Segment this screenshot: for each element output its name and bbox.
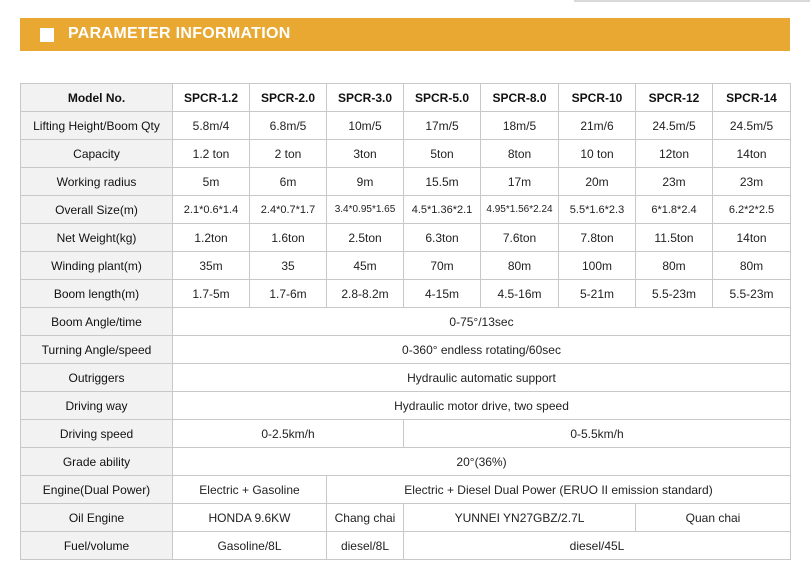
table-cell: 3ton bbox=[327, 140, 404, 168]
table-row-driving-speed bbox=[21, 420, 791, 448]
table-row-lifting-height bbox=[21, 112, 791, 140]
table-cell: 18m/5 bbox=[481, 112, 559, 140]
table-cell: 0-75°/13sec bbox=[173, 308, 791, 336]
table-cell: 20°(36%) bbox=[173, 448, 791, 476]
row-label: Turning Angle/speed bbox=[21, 336, 173, 364]
table-row-turning-angle bbox=[21, 336, 791, 364]
table-cell: 24.5m/5 bbox=[713, 112, 791, 140]
table-cell: 0-5.5km/h bbox=[404, 420, 791, 448]
table-cell: 1.7-5m bbox=[173, 280, 250, 308]
table-cell: 17m bbox=[481, 168, 559, 196]
header-label: Model No. bbox=[21, 84, 173, 112]
table-row-overall-size bbox=[21, 196, 791, 224]
model-header: SPCR-2.0 bbox=[250, 84, 327, 112]
table-cell: 20m bbox=[559, 168, 636, 196]
table-cell: 15.5m bbox=[404, 168, 481, 196]
table-cell: 5.5*1.6*2.3 bbox=[559, 196, 636, 224]
model-header: SPCR-10 bbox=[559, 84, 636, 112]
table-cell: diesel/8L bbox=[327, 532, 404, 560]
row-label: Working radius bbox=[21, 168, 173, 196]
table-cell: 23m bbox=[636, 168, 713, 196]
table-cell: 4-15m bbox=[404, 280, 481, 308]
table-cell: 10m/5 bbox=[327, 112, 404, 140]
table-cell: 100m bbox=[559, 252, 636, 280]
table-cell: 17m/5 bbox=[404, 112, 481, 140]
table-cell: 4.5*1.36*2.1 bbox=[404, 196, 481, 224]
row-label: Boom length(m) bbox=[21, 280, 173, 308]
row-label: Outriggers bbox=[21, 364, 173, 392]
table-cell: 6.3ton bbox=[404, 224, 481, 252]
table-row-boom-length bbox=[21, 280, 791, 308]
table-cell: 7.8ton bbox=[559, 224, 636, 252]
section-banner bbox=[20, 18, 790, 51]
table-cell: diesel/45L bbox=[404, 532, 791, 560]
table-row-working-radius bbox=[21, 168, 791, 196]
table-cell: 80m bbox=[636, 252, 713, 280]
table-cell: 14ton bbox=[713, 140, 791, 168]
table-cell: 7.6ton bbox=[481, 224, 559, 252]
table-cell: 1.6ton bbox=[250, 224, 327, 252]
table-cell: 10 ton bbox=[559, 140, 636, 168]
table-row-driving-way bbox=[21, 392, 791, 420]
table-cell: 14ton bbox=[713, 224, 791, 252]
table-cell: 0-2.5km/h bbox=[173, 420, 404, 448]
model-header: SPCR-1.2 bbox=[173, 84, 250, 112]
table-cell: 45m bbox=[327, 252, 404, 280]
table-row-engine bbox=[21, 476, 791, 504]
table-cell: YUNNEI YN27GBZ/2.7L bbox=[404, 504, 636, 532]
table-cell: 2 ton bbox=[250, 140, 327, 168]
header-row bbox=[21, 84, 791, 112]
row-label: Oil Engine bbox=[21, 504, 173, 532]
table-row-grade-ability bbox=[21, 448, 791, 476]
table-cell: 12ton bbox=[636, 140, 713, 168]
table-cell: 3.4*0.95*1.65 bbox=[327, 196, 404, 224]
table-cell: Electric + Diesel Dual Power (ERUO II emission standard) bbox=[327, 476, 791, 504]
row-label: Capacity bbox=[21, 140, 173, 168]
table-row-net-weight bbox=[21, 224, 791, 252]
table-cell: 8ton bbox=[481, 140, 559, 168]
table-cell: 5.8m/4 bbox=[173, 112, 250, 140]
table-cell: Chang chai bbox=[327, 504, 404, 532]
row-label: Overall Size(m) bbox=[21, 196, 173, 224]
row-label: Winding plant(m) bbox=[21, 252, 173, 280]
table-cell: 6.8m/5 bbox=[250, 112, 327, 140]
table-cell: 5m bbox=[173, 168, 250, 196]
row-label: Grade ability bbox=[21, 448, 173, 476]
model-header: SPCR-12 bbox=[636, 84, 713, 112]
table-cell: 24.5m/5 bbox=[636, 112, 713, 140]
table-cell: HONDA 9.6KW bbox=[173, 504, 327, 532]
table-cell: 6*1.8*2.4 bbox=[636, 196, 713, 224]
banner-square-icon bbox=[40, 28, 54, 42]
row-label: Lifting Height/Boom Qty bbox=[21, 112, 173, 140]
table-cell: 11.5ton bbox=[636, 224, 713, 252]
model-header: SPCR-3.0 bbox=[327, 84, 404, 112]
table-cell: 9m bbox=[327, 168, 404, 196]
table-cell: 5.5-23m bbox=[713, 280, 791, 308]
model-header: SPCR-5.0 bbox=[404, 84, 481, 112]
table-cell: 35m bbox=[173, 252, 250, 280]
table-cell: 2.1*0.6*1.4 bbox=[173, 196, 250, 224]
table-cell: Hydraulic automatic support bbox=[173, 364, 791, 392]
table-cell: 1.2 ton bbox=[173, 140, 250, 168]
model-header: SPCR-14 bbox=[713, 84, 791, 112]
table-cell: 80m bbox=[713, 252, 791, 280]
row-label: Boom Angle/time bbox=[21, 308, 173, 336]
table-cell: 23m bbox=[713, 168, 791, 196]
table-cell: 80m bbox=[481, 252, 559, 280]
table-cell: Hydraulic motor drive, two speed bbox=[173, 392, 791, 420]
table-row-capacity bbox=[21, 140, 791, 168]
table-row-outriggers bbox=[21, 364, 791, 392]
table-cell: 2.8-8.2m bbox=[327, 280, 404, 308]
table-cell: 21m/6 bbox=[559, 112, 636, 140]
model-header: SPCR-8.0 bbox=[481, 84, 559, 112]
table-cell: 0-360° endless rotating/60sec bbox=[173, 336, 791, 364]
table-cell: 2.4*0.7*1.7 bbox=[250, 196, 327, 224]
table-row-winding-plant bbox=[21, 252, 791, 280]
table-cell: 5.5-23m bbox=[636, 280, 713, 308]
table-row-oil-engine bbox=[21, 504, 791, 532]
banner-title: PARAMETER INFORMATION bbox=[68, 25, 291, 42]
table-cell: 6m bbox=[250, 168, 327, 196]
row-label: Fuel/volume bbox=[21, 532, 173, 560]
table-cell: Gasoline/8L bbox=[173, 532, 327, 560]
table-cell: 5-21m bbox=[559, 280, 636, 308]
table-cell: 5ton bbox=[404, 140, 481, 168]
table-cell: Quan chai bbox=[636, 504, 791, 532]
table-cell: 6.2*2*2.5 bbox=[713, 196, 791, 224]
table-cell: 70m bbox=[404, 252, 481, 280]
top-divider-line bbox=[574, 0, 810, 2]
table-row-boom-angle bbox=[21, 308, 791, 336]
table-cell: 1.7-6m bbox=[250, 280, 327, 308]
table-cell: Electric + Gasoline bbox=[173, 476, 327, 504]
row-label: Driving way bbox=[21, 392, 173, 420]
table-cell: 1.2ton bbox=[173, 224, 250, 252]
table-row-fuel bbox=[21, 532, 791, 560]
table-cell: 2.5ton bbox=[327, 224, 404, 252]
row-label: Engine(Dual Power) bbox=[21, 476, 173, 504]
parameter-table bbox=[20, 83, 791, 560]
row-label: Net Weight(kg) bbox=[21, 224, 173, 252]
table-cell: 35 bbox=[250, 252, 327, 280]
table-cell: 4.5-16m bbox=[481, 280, 559, 308]
row-label: Driving speed bbox=[21, 420, 173, 448]
table-cell: 4.95*1.56*2.24 bbox=[481, 196, 559, 224]
